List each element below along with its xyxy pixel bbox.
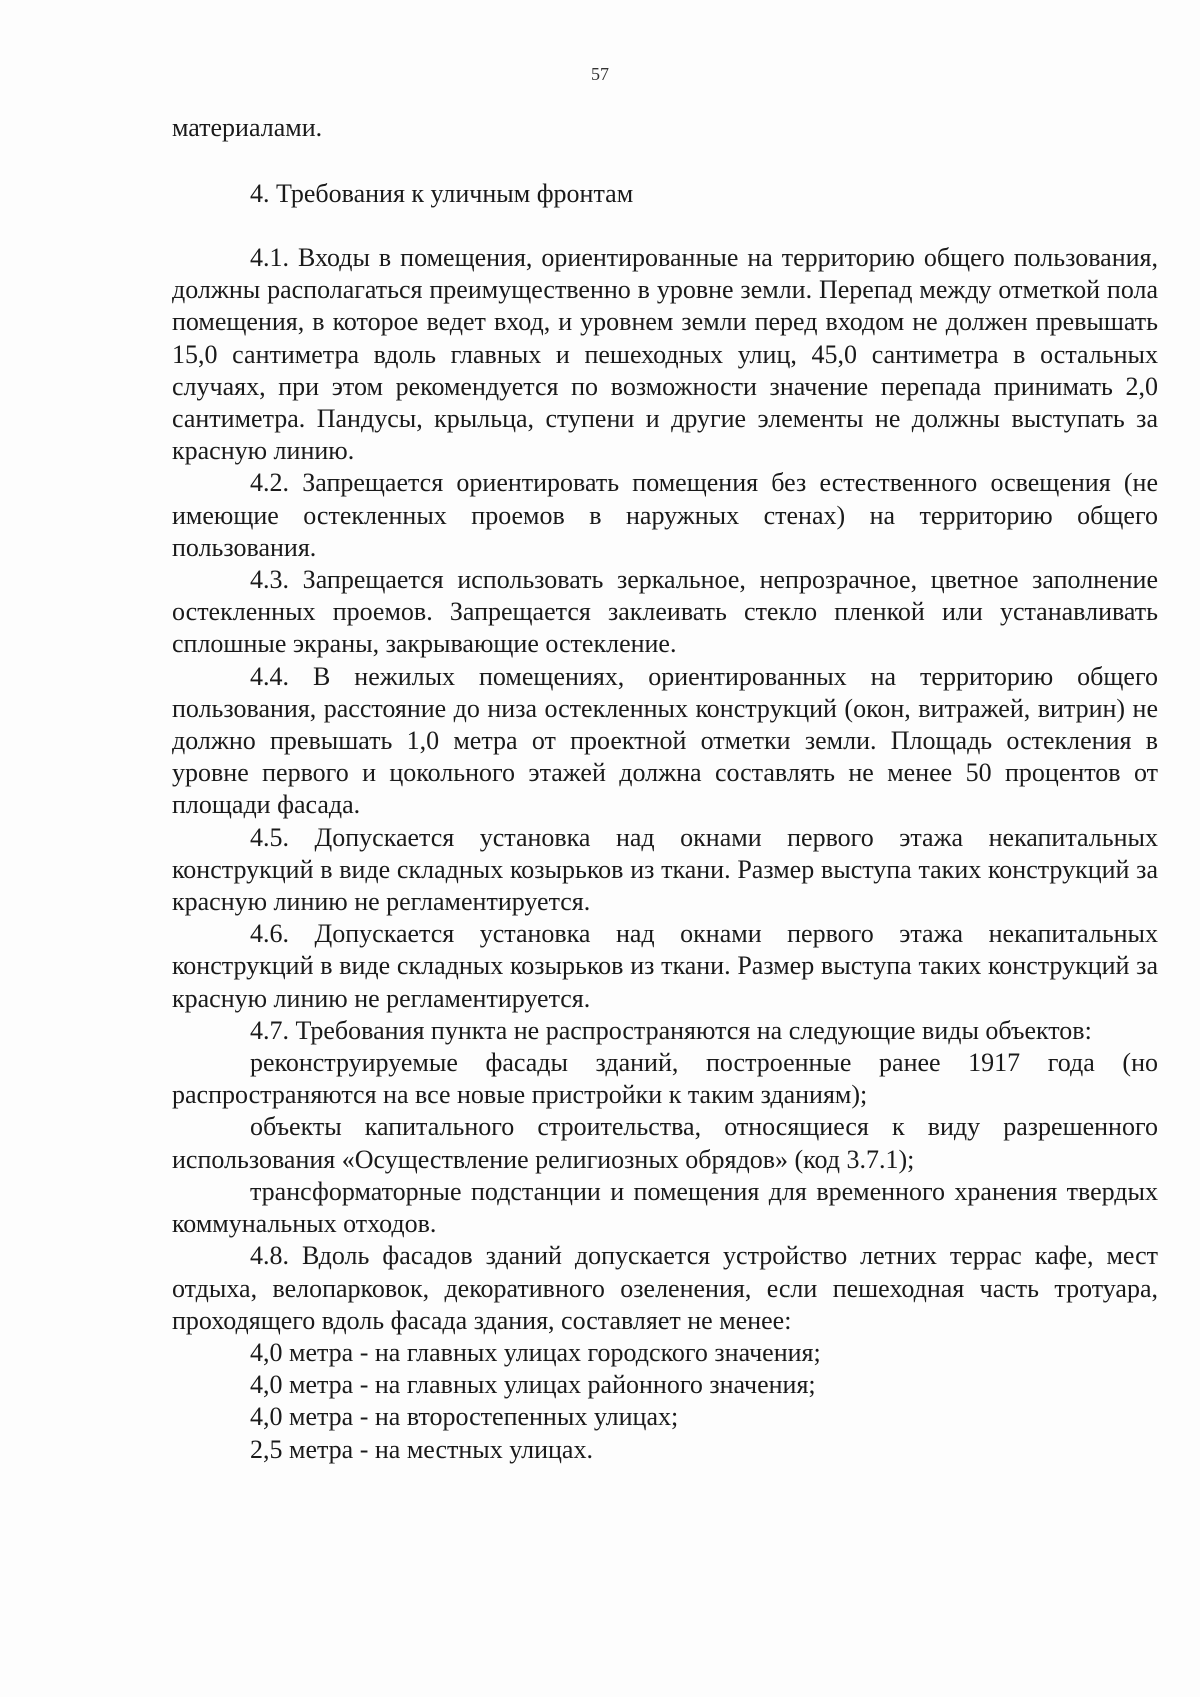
section-heading: 4. Требования к уличным фронтам <box>250 179 634 208</box>
paragraph-4-6: 4.6. Допускается установка над окнами первого этажа некапитальных конструкций в виде складных козырьков из ткани. Размер выступа таких конструкций за красную линию не регламентируется. <box>172 919 1158 1013</box>
width-item-1: 4,0 метра - на главных улицах городского значения; <box>250 1337 821 1367</box>
lead-in-line: материалами. <box>172 113 323 142</box>
exception-item-1: реконструируемые фасады зданий, построенные ранее 1917 года (но распространяются на все новые пристройки к таким зданиям); <box>172 1048 1158 1110</box>
width-item-3: 4,0 метра - на второстепенных улицах; <box>250 1402 679 1432</box>
paragraph-4-5: 4.5. Допускается установка над окнами первого этажа некапитальных конструкций в виде складных козырьков из ткани. Размер выступа таких конструкций за красную линию не регламентируется. <box>172 822 1158 917</box>
width-item-2: 4,0 метра - на главных улицах районного значения; <box>250 1370 816 1400</box>
width-item-4: 2,5 метра - на местных улицах. <box>250 1434 593 1464</box>
page-number: 57 <box>591 64 609 84</box>
paragraph-4-1: 4.1. Входы в помещения, ориентированные на территорию общего пользования, должны располагаться преимущественно в уровне земли. Перепад между отметкой пола помещения, в которое ведет вход, и уровнем земли перед входом не должен превышать 15,0 сантиметра вдоль главных и пешеходных улиц, 45,0 сантиметра в остальных случаях, при этом рекомендуется по возможности значение перепада принимать 2,0 сантиметра. Пандусы, крыльца, ступени и другие элементы не должны выступать за красную линию. <box>172 243 1158 466</box>
paragraph-4-7: 4.7. Требования пункта не распространяются на следующие виды объектов: <box>250 1015 1092 1045</box>
paragraph-4-2: 4.2. Запрещается ориентировать помещения без естественного освещения (не имеющие остекленных проемов в наружных стенах) на территорию общего пользования. <box>172 468 1158 562</box>
exception-item-2: объекты капитального строительства, относящиеся к виду разрешенного использования «Осуществление религиозных обрядов» (код 3.7.1); <box>172 1112 1158 1174</box>
exception-item-3: трансформаторные подстанции и помещения для временного хранения твердых коммунальных отходов. <box>172 1176 1158 1239</box>
paragraph-4-8: 4.8. Вдоль фасадов зданий допускается устройство летних террас кафе, мест отдыха, велопарковок, декоративного озеленения, если пешеходная часть тротуара, проходящего вдоль фасада здания, составляет не менее: <box>172 1241 1158 1335</box>
document-body <box>172 112 1158 1466</box>
paragraph-4-4: 4.4. В нежилых помещениях, ориентированных на территорию общего пользования, расстояние до низа остекленных конструкций (окон, витражей, витрин) не должно превышать 1,0 метра от проектной отметки земли. Площадь остекления в уровне первого и цокольного этажей должна составлять не менее 50 процентов от площади фасада. <box>172 661 1158 820</box>
paragraph-4-3: 4.3. Запрещается использовать зеркальное, непрозрачное, цветное заполнение остекленных проемов. Запрещается заклеивать стекло пленкой или устанавливать сплошные экраны, закрывающие остекление. <box>172 565 1158 659</box>
